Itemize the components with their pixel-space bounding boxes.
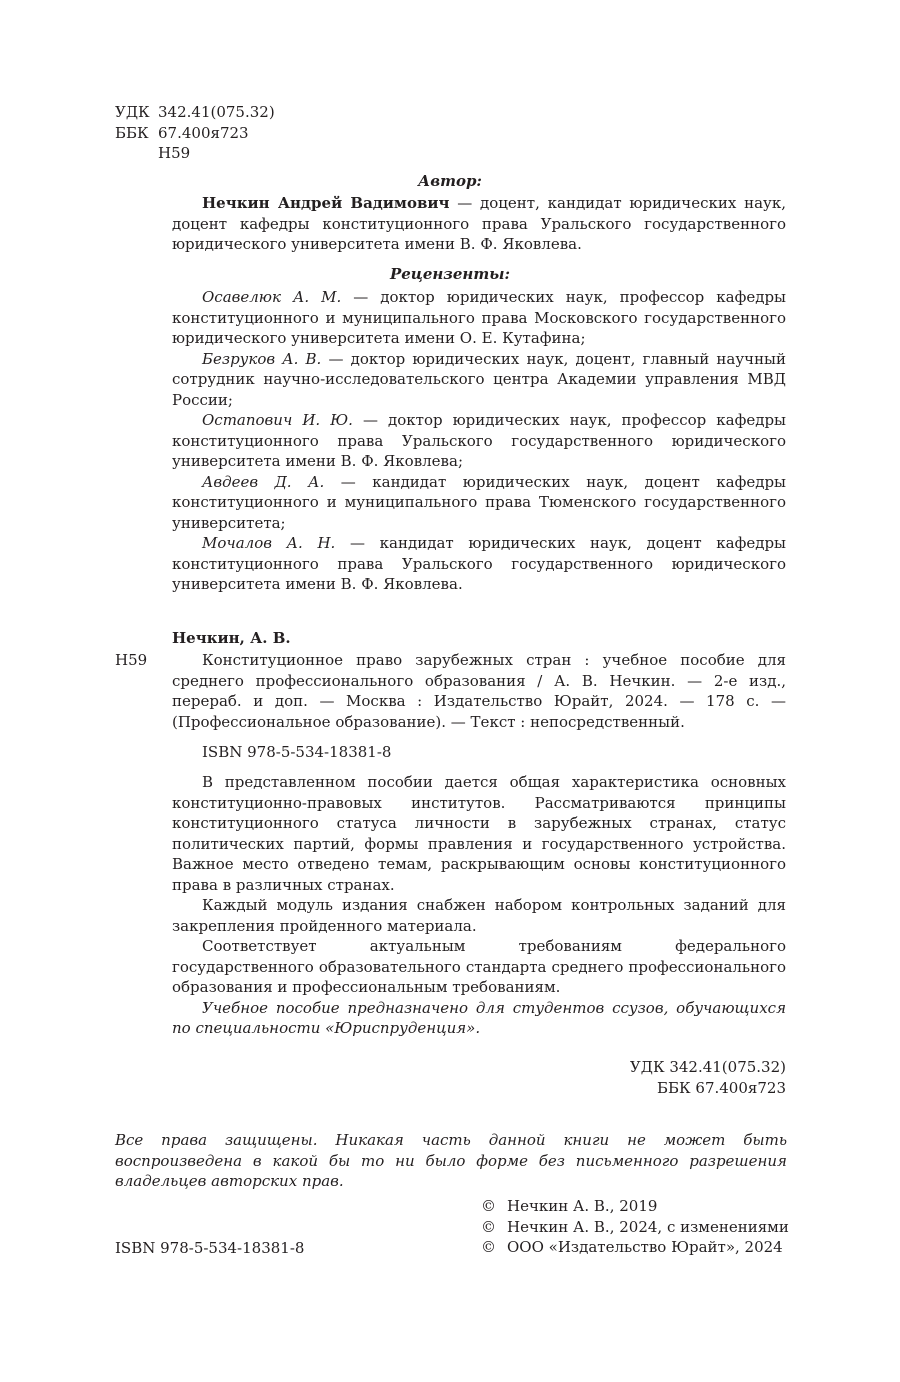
udk-label: УДК (115, 103, 150, 121)
reviewers-list (172, 287, 786, 595)
bbk-code: ББК 67.400я723 (656, 1078, 786, 1097)
annotation-paragraph: В представленном пособии дается общая характеристика основных конституционно-правовых институтов. Рассматриваются принципы конституционного статуса личности в зарубежных странах, статус политических партий, формы правления и государственного устройства. Важное место отведено темам, раскрывающим основы конституционного права в различных странах. (172, 773, 786, 894)
bib-entry: Конституционное право зарубежных стран : учебное пособие для среднего профессионального образования / А. В. Нечкин. — 2-е изд., перераб. и доп. — Москва : Издательство Юрайт, 2024. — 178 с. — (Профессиональное образование). — Текст : непосредственный. (172, 651, 786, 731)
reviewer-name: Мочалов А. Н. (202, 534, 336, 552)
reviewer-item (172, 472, 786, 534)
author-name: Нечкин Андрей Вадимович (202, 194, 450, 212)
author-mark-row (115, 143, 275, 164)
udk-value: 342.41(075.32) (158, 103, 275, 121)
annotation (172, 772, 786, 1039)
annotation-audience: Учебное пособие предназначено для студентов ссузов, обучающихся по специальности «Юриспруденция». (172, 998, 786, 1037)
annotation-paragraph: Каждый модуль издания снабжен набором контрольных заданий для закрепления пройденного материала. (172, 896, 786, 935)
bib-author-short: Нечкин, А. В. (172, 629, 291, 647)
bbk-label: ББК (115, 123, 149, 142)
footer-isbn: ISBN 978-5-534-18381-8 (115, 1239, 305, 1257)
reviewer-item (172, 287, 786, 349)
bbk-value: 67.400я723 (158, 123, 249, 142)
reviewer-name: Остапович И. Ю. (202, 411, 353, 429)
reviewer-item (172, 349, 786, 411)
annotation-paragraph: Соответствует актуальным требованиям федерального государственного образовательного стандарта среднего профессионального образования и профессиональным требованиям. (172, 937, 786, 996)
reviewer-description: — кандидат юридических наук, доцент кафедры конституционного и муниципального права Тюменского государственного университета; (172, 472, 786, 532)
reviewer-description: — кандидат юридических наук, доцент кафедры конституционного права Уральского государственного юридического университета имени В. Ф. Яковлева. (172, 534, 786, 593)
bbk-row (115, 123, 275, 144)
author-description: — доцент, кандидат юридических наук, доцент кафедры конституционного права Уральского государственного юридического университета имени В. Ф. Яковлева. (172, 194, 786, 253)
reviewer-name: Осавелюк А. М. (202, 288, 342, 306)
reviewers-heading: Рецензенты: (389, 265, 511, 283)
bib-code: Н59 (115, 651, 148, 669)
reviewer-item (172, 533, 786, 595)
udk-row (115, 102, 275, 123)
copyright-text: ООО «Издательство Юрайт», 2024 (507, 1238, 783, 1256)
reviewer-description: — доктор юридических наук, профессор кафедры конституционного и муниципального права Московского государственного юридического университета имени О. Е. Кутафина; (172, 288, 786, 347)
author-heading: Автор: (418, 172, 482, 190)
rights-notice: Все права защищены. Никакая часть данной книги не может быть воспроизведена в какой бы то ни было форме без письменного разрешения владельцев авторских прав. (115, 1131, 787, 1190)
udk-code: УДК 342.41(075.32) (629, 1058, 786, 1076)
reviewer-name: Безруков А. В. (202, 349, 322, 368)
copyright-text: Нечкин А. В., 2019 (507, 1197, 658, 1215)
reviewer-description: — доктор юридических наук, профессор кафедры конституционного права Уральского государственного юридического университета имени В. Ф. Яковлева; (172, 411, 786, 470)
copyright-text: Нечкин А. В., 2024, с изменениями (507, 1217, 789, 1236)
author-mark-value: Н59 (158, 144, 191, 162)
classification-codes (630, 1057, 786, 1098)
reviewer-description: — доктор юридических наук, доцент, главный научный сотрудник научно-исследовательского центра Академии управления МВД России; (172, 349, 786, 409)
bib-isbn: ISBN 978-5-534-18381-8 (202, 743, 392, 761)
reviewer-name: Авдеев Д. А. (202, 472, 325, 491)
reviewer-item (172, 410, 786, 472)
copyright-symbol: © (481, 1217, 496, 1236)
copyright-block (481, 1196, 789, 1258)
copyright-line (481, 1237, 789, 1258)
catalog-codes (115, 102, 275, 164)
copyright-line (481, 1217, 789, 1238)
copyright-line (481, 1196, 789, 1217)
author-paragraph (172, 193, 786, 255)
copyright-symbol: © (481, 1197, 496, 1215)
copyright-symbol: © (481, 1238, 496, 1256)
